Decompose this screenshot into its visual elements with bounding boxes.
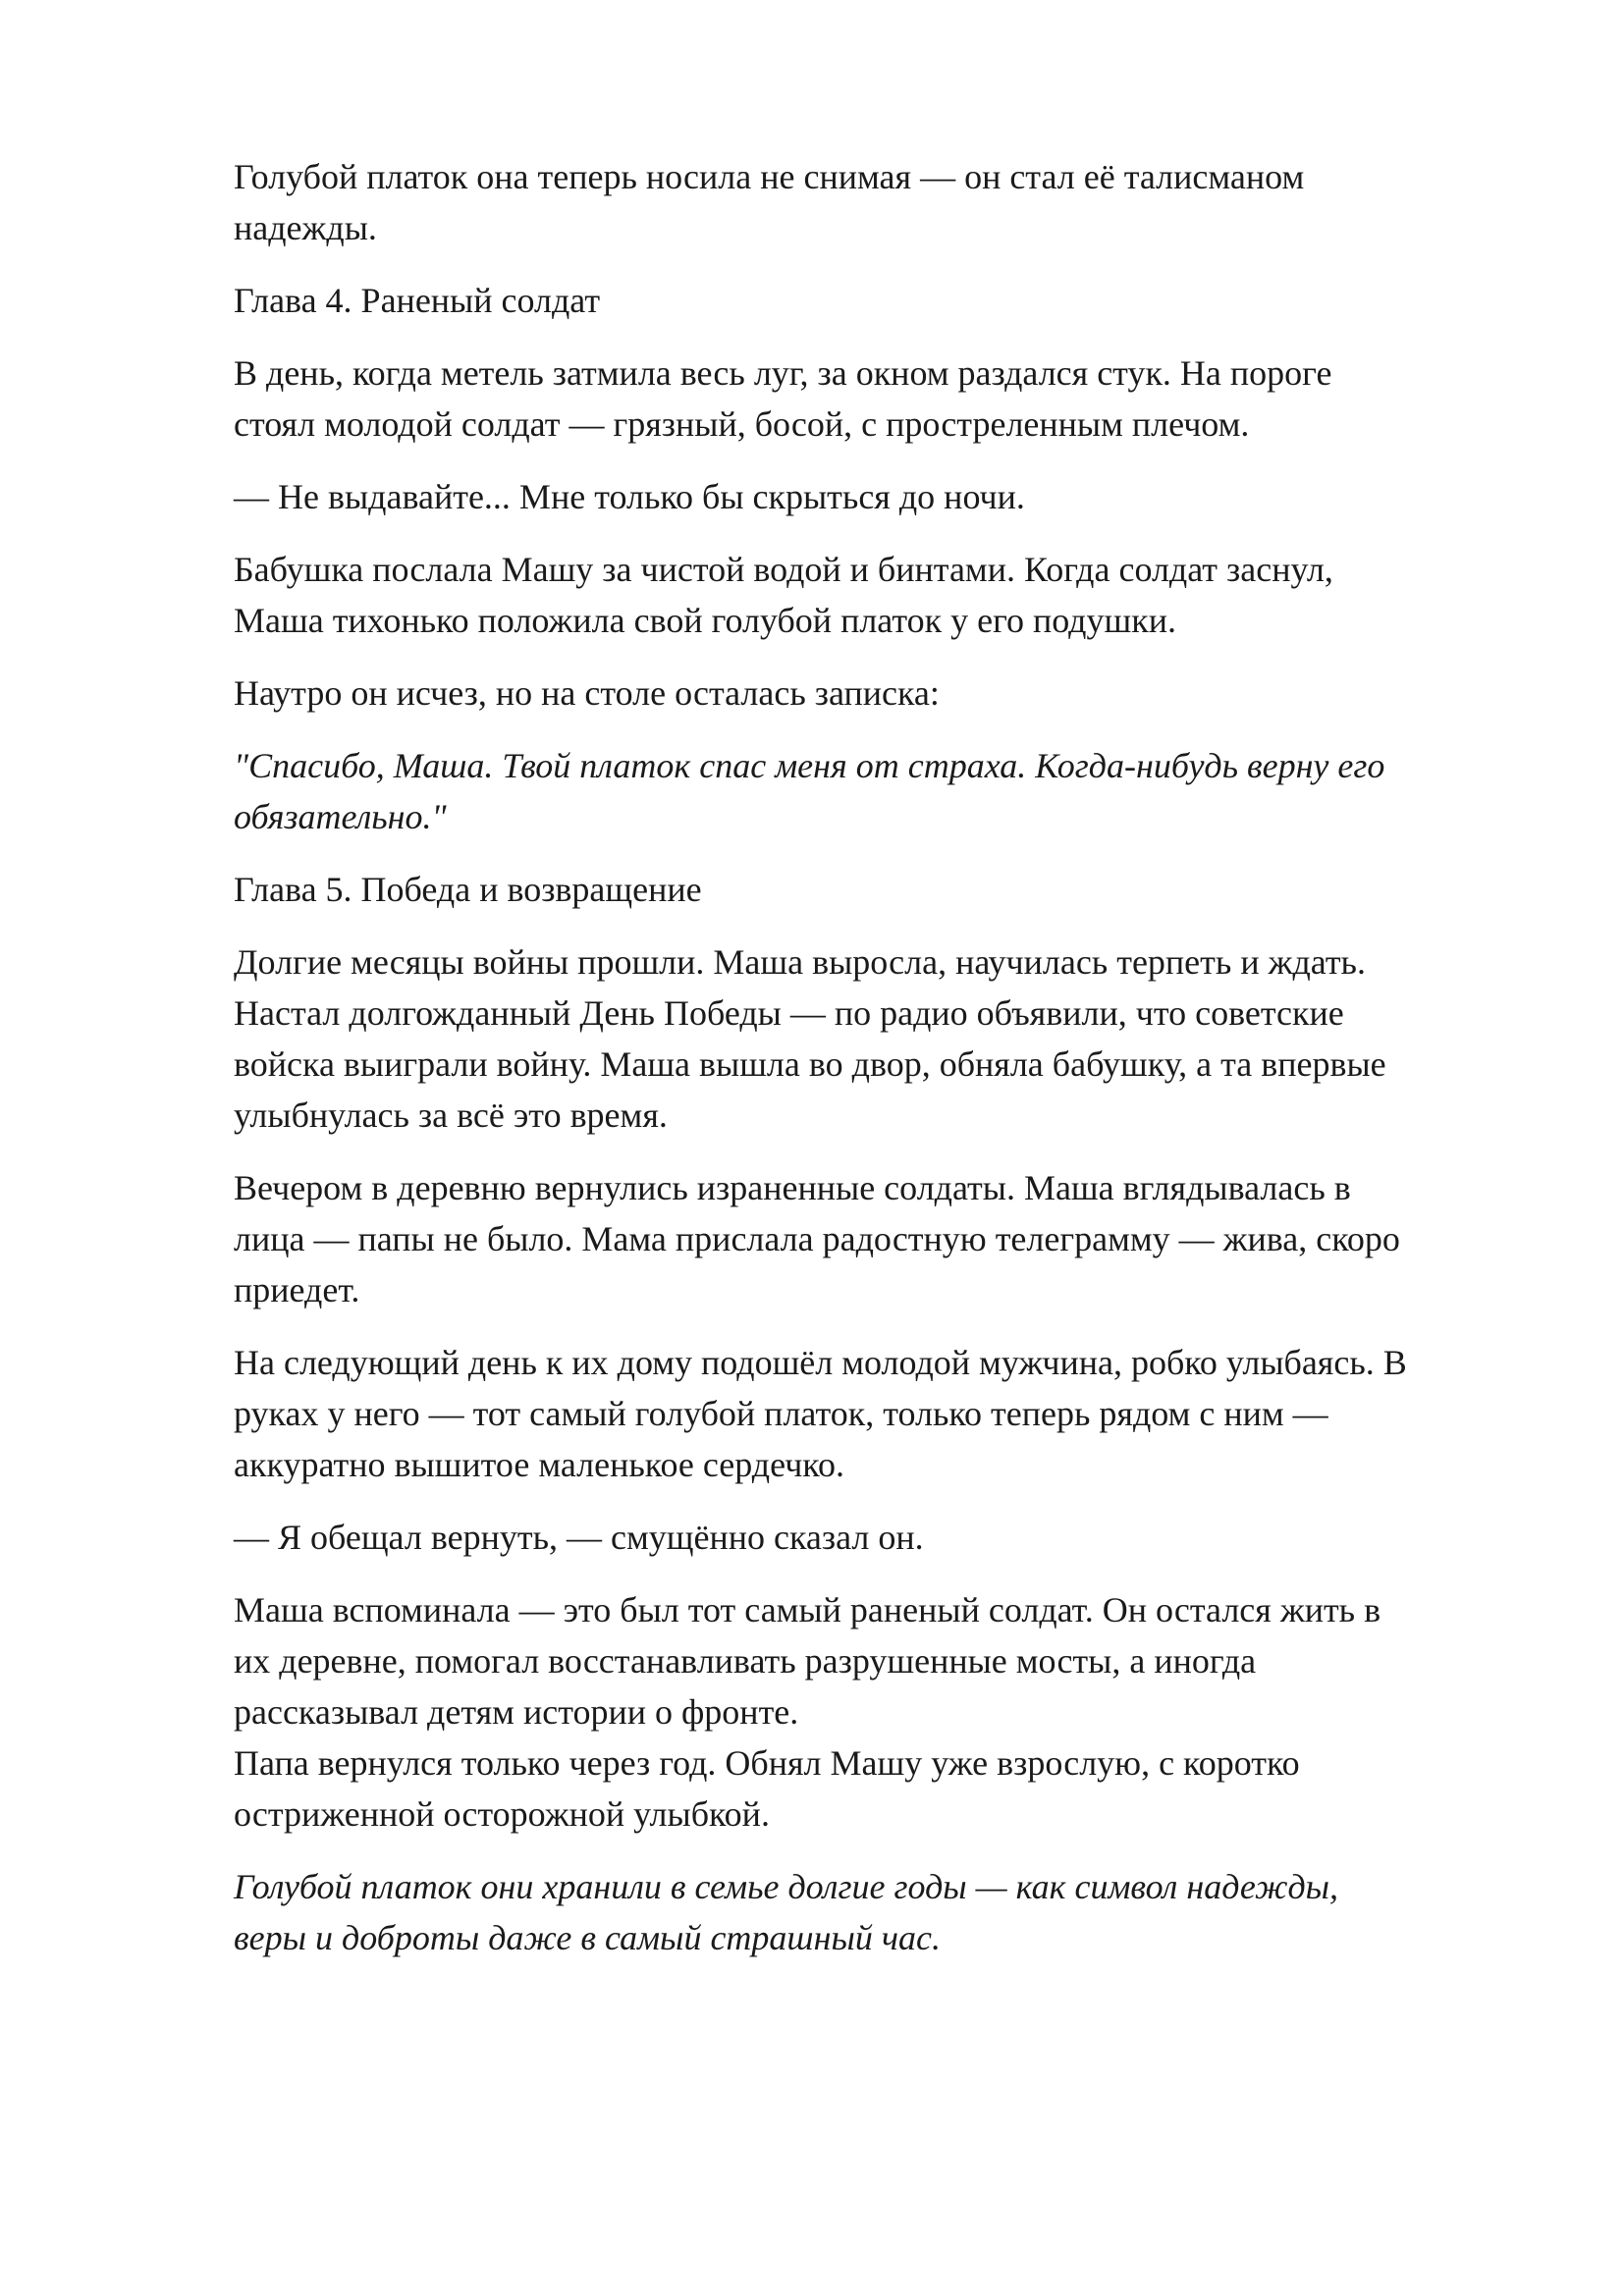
text-line: "Спасибо, Маша. Твой платок спас меня от страха. Когда-нибудь верну его <box>234 746 1385 785</box>
paragraph <box>234 936 1516 1141</box>
chapter-heading <box>234 864 1516 915</box>
text-line: Маша тихонько положила свой голубой платок у его подушки. <box>234 601 1176 640</box>
text-line: улыбнулась за всё это время. <box>234 1095 668 1135</box>
text-line: Наутро он исчез, но на столе осталась записка: <box>234 673 940 713</box>
text-line: Вечером в деревню вернулись израненные солдаты. Маша вглядывалась в <box>234 1168 1351 1207</box>
text-line: На следующий день к их дому подошёл молодой мужчина, робко улыбаясь. В <box>234 1343 1407 1382</box>
text-line: В день, когда метель затмила весь луг, за окном раздался стук. На пороге <box>234 353 1332 393</box>
chapter-heading <box>234 275 1516 326</box>
paragraph <box>234 1162 1516 1315</box>
paragraph <box>234 667 1516 719</box>
text-line: руках у него — тот самый голубой платок, только теперь рядом с ним — <box>234 1394 1328 1433</box>
text-line: войска выиграли войну. Маша вышла во двор, обняла бабушку, а та впервые <box>234 1044 1386 1084</box>
paragraph <box>234 544 1516 646</box>
paragraph <box>234 1512 1516 1563</box>
text-line: Маша вспоминала — это был тот самый раненый солдат. Он остался жить в <box>234 1590 1381 1629</box>
text-line: обязательно." <box>234 797 447 836</box>
text-line: — Я обещал вернуть, — смущённо сказал он. <box>234 1518 924 1557</box>
paragraph <box>234 1861 1516 1963</box>
text-line: стоял молодой солдат — грязный, босой, с простреленным плечом. <box>234 404 1250 444</box>
text-line: Настал долгожданный День Победы — по радио объявили, что советские <box>234 993 1344 1033</box>
paragraph <box>234 471 1516 522</box>
text-line: остриженной осторожной улыбкой. <box>234 1794 770 1834</box>
paragraph <box>234 1337 1516 1490</box>
paragraph <box>234 1737 1516 1840</box>
paragraph <box>234 740 1516 842</box>
text-line: Глава 4. Раненый солдат <box>234 281 601 320</box>
text-line: Долгие месяцы войны прошли. Маша выросла, научилась терпеть и ждать. <box>234 942 1366 982</box>
text-line: надежды. <box>234 208 377 247</box>
text-line: Бабушка послала Машу за чистой водой и бинтами. Когда солдат заснул, <box>234 550 1333 589</box>
text-line: Голубой платок они хранили в семье долгие годы — как символ надежды, <box>234 1867 1339 1906</box>
paragraph <box>234 1584 1516 1737</box>
text-line: веры и доброты даже в самый страшный час. <box>234 1918 941 1957</box>
text-line: Папа вернулся только через год. Обнял Машу уже взрослую, с коротко <box>234 1743 1300 1783</box>
text-line: их деревне, помогал восстанавливать разрушенные мосты, а иногда <box>234 1641 1257 1681</box>
text-line: Глава 5. Победа и возвращение <box>234 870 702 909</box>
text-line: приедет. <box>234 1270 360 1309</box>
text-line: лица — папы не было. Мама прислала радостную телеграмму — жива, скоро <box>234 1219 1400 1258</box>
text-line: аккуратно вышитое маленькое сердечко. <box>234 1445 844 1484</box>
text-line: Голубой платок она теперь носила не снимая — он стал её талисманом <box>234 157 1305 196</box>
text-line: рассказывал детям истории о фронте. <box>234 1692 799 1732</box>
paragraph <box>234 347 1516 450</box>
paragraph <box>234 151 1516 253</box>
text-line: — Не выдавайте... Мне только бы скрыться до ночи. <box>234 477 1025 516</box>
document-body <box>234 151 1516 1963</box>
